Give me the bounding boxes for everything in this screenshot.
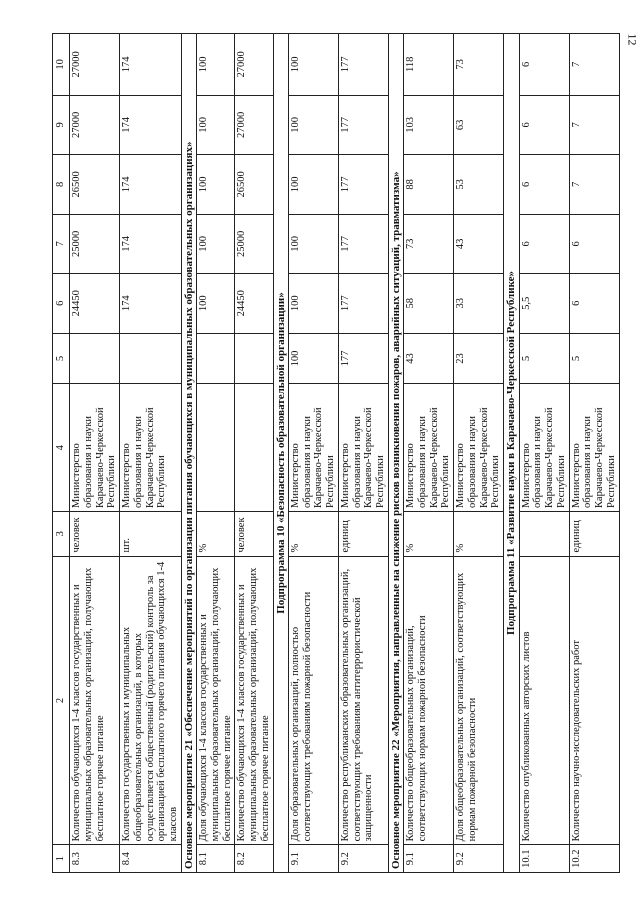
table-cell-col-3: единиц (569, 511, 619, 556)
table-cell-col-4: Министерство образования и науки Карачаево-Черкесской Республики (569, 384, 619, 511)
rotated-table-container (52, 33, 617, 873)
table-cell-col-6: 24450 (235, 274, 273, 333)
table-cell-col-3: человек (235, 511, 273, 556)
table-cell-col-6: 100 (288, 274, 338, 333)
table-row (120, 34, 182, 873)
table-row (519, 34, 569, 873)
table-cell-col-3: % (404, 511, 454, 556)
table-cell-col-2: Количество обучающихся 1-4 классов государственных и муниципальных образовательных организаций, получающих бесплатное горячее питание (235, 556, 273, 845)
table-cell-col-9: 6 (519, 95, 569, 154)
table-cell-col-1: 8.3 (70, 845, 120, 873)
table-cell-col-1: 9.1 (404, 845, 454, 873)
page-number: 12 (625, 33, 640, 46)
table-cell-col-2: Количество обучающихся 1-4 классов государственных и муниципальных образовательных организаций, получающих бесплатное горячее питание (70, 556, 120, 845)
table-cell-col-10: 73 (454, 34, 504, 96)
table-cell-col-8: 26500 (70, 155, 120, 214)
table-cell-col-1: 10.1 (519, 845, 569, 873)
table-cell-col-4: Министерство образования и науки Карачаево-Черкесской Республики (454, 384, 504, 511)
table-cell-col-1: 9.2 (338, 845, 388, 873)
table-cell-col-8: 88 (404, 155, 454, 214)
table-cell-col-5: 100 (288, 333, 338, 384)
table-cell-col-3 (519, 511, 569, 556)
section-title: Подпрограмма 11 «Развитие науки в Карачаево-Черкесской Республике» (504, 34, 519, 873)
table-cell-col-9: 27000 (235, 95, 273, 154)
column-header-8: 8 (53, 155, 70, 214)
table-cell-col-8: 7 (569, 155, 619, 214)
table-cell-col-7: 177 (338, 214, 388, 273)
table-cell-col-7: 25000 (235, 214, 273, 273)
table-cell-col-3: % (454, 511, 504, 556)
table-cell-col-7: 100 (197, 214, 235, 273)
table-cell-col-8: 26500 (235, 155, 273, 214)
column-header-3: 3 (53, 511, 70, 556)
table-cell-col-7: 73 (404, 214, 454, 273)
table-cell-col-4 (197, 384, 235, 511)
table-row (70, 34, 120, 873)
table-cell-col-6: 33 (454, 274, 504, 333)
section-title: Основное мероприятие 22 «Мероприятия, направленные на снижение рисков возникновения пожаров, аварийных ситуаций, травматизма» (388, 34, 403, 873)
table-cell-col-7: 100 (288, 214, 338, 273)
table-row (454, 34, 504, 873)
section-row (273, 34, 288, 873)
table-cell-col-10: 6 (519, 34, 569, 96)
table-cell-col-7: 174 (120, 214, 182, 273)
table-cell-col-1: 8.1 (197, 845, 235, 873)
table-header-row (53, 34, 70, 873)
table-cell-col-5 (120, 333, 182, 384)
table-cell-col-9: 103 (404, 95, 454, 154)
table-cell-col-10: 7 (569, 34, 619, 96)
table-cell-col-10: 118 (404, 34, 454, 96)
table-cell-col-9: 27000 (70, 95, 120, 154)
table-cell-col-2: Количество государственных и муниципальных общеобразовательных организаций, в которых осуществляется общественный (родительский) контроль за организацией бесплатного горячего питания обучающихся 1-4 классов (120, 556, 182, 845)
section-row (388, 34, 403, 873)
table-cell-col-6: 5,5 (519, 274, 569, 333)
column-header-7: 7 (53, 214, 70, 273)
table-cell-col-9: 7 (569, 95, 619, 154)
table-cell-col-9: 100 (288, 95, 338, 154)
table-row (338, 34, 388, 873)
column-header-2: 2 (53, 556, 70, 845)
table-cell-col-10: 100 (197, 34, 235, 96)
table-cell-col-2: Доля общеобразовательных организаций, соответствующих нормам пожарной безопасности (454, 556, 504, 845)
table-cell-col-3: % (288, 511, 338, 556)
table-cell-col-4: Министерство образования и науки Карачаево-Черкесской Республики (404, 384, 454, 511)
table-cell-col-6: 24450 (70, 274, 120, 333)
table-cell-col-8: 100 (288, 155, 338, 214)
table-cell-col-1: 9.2 (454, 845, 504, 873)
table-cell-col-4: Министерство образования и науки Карачаево-Черкесской Республики (338, 384, 388, 511)
table-cell-col-5: 23 (454, 333, 504, 384)
table-cell-col-6: 177 (338, 274, 388, 333)
table-cell-col-8: 100 (197, 155, 235, 214)
table-cell-col-6: 6 (569, 274, 619, 333)
table-body (70, 34, 620, 873)
table-cell-col-2: Количество общеобразовательных организаций, соответствующих нормам пожарной безопасности (404, 556, 454, 845)
table-row (235, 34, 273, 873)
indicators-table (52, 33, 620, 873)
table-cell-col-4 (235, 384, 273, 511)
table-cell-col-4: Министерство образования и науки Карачаево-Черкесской Республики (288, 384, 338, 511)
column-header-10: 10 (53, 34, 70, 96)
table-cell-col-1: 8.4 (120, 845, 182, 873)
table-cell-col-8: 174 (120, 155, 182, 214)
table-cell-col-7: 25000 (70, 214, 120, 273)
table-cell-col-8: 177 (338, 155, 388, 214)
table-cell-col-10: 174 (120, 34, 182, 96)
table-cell-col-5: 5 (519, 333, 569, 384)
table-cell-col-4: Министерство образования и науки Карачаево-Черкесской Республики (519, 384, 569, 511)
table-cell-col-3: шт. (120, 511, 182, 556)
table-cell-col-2: Доля обучающихся 1-4 классов государственных и муниципальных образовательных организаций, получающих бесплатное горячее питание (197, 556, 235, 845)
column-header-1: 1 (53, 845, 70, 873)
table-cell-col-2: Количество опубликованных авторских листов (519, 556, 569, 845)
table-cell-col-1: 9.1 (288, 845, 338, 873)
table-cell-col-5 (235, 333, 273, 384)
table-cell-col-4: Министерство образования и науки Карачаево-Черкесской Республики (70, 384, 120, 511)
table-cell-col-7: 43 (454, 214, 504, 273)
table-row (288, 34, 338, 873)
table-cell-col-3: единиц (338, 511, 388, 556)
table-row (197, 34, 235, 873)
table-cell-col-9: 63 (454, 95, 504, 154)
table-cell-col-5 (197, 333, 235, 384)
column-header-6: 6 (53, 274, 70, 333)
section-row (181, 34, 196, 873)
section-row (504, 34, 519, 873)
section-title: Подпрограмма 10 «Безопасность образовательной организации» (273, 34, 288, 873)
table-cell-col-1: 8.2 (235, 845, 273, 873)
table-cell-col-7: 6 (519, 214, 569, 273)
table-cell-col-6: 174 (120, 274, 182, 333)
table-cell-col-6: 100 (197, 274, 235, 333)
table-cell-col-10: 27000 (70, 34, 120, 96)
table-cell-col-5: 177 (338, 333, 388, 384)
table-cell-col-9: 174 (120, 95, 182, 154)
table-cell-col-2: Количество научно-исследовательских работ (569, 556, 619, 845)
table-cell-col-6: 58 (404, 274, 454, 333)
table-cell-col-5: 43 (404, 333, 454, 384)
table-cell-col-9: 177 (338, 95, 388, 154)
table-cell-col-5: 5 (569, 333, 619, 384)
section-title: Основное мероприятие 21 «Обеспечение мероприятий по организации питания обучающихся в муниципальных образовательных организациях» (181, 34, 196, 873)
table-cell-col-2: Количество республиканских образовательных организаций, соответствующих требованиям антитеррористической защищенности (338, 556, 388, 845)
table-cell-col-3: % (197, 511, 235, 556)
table-cell-col-8: 6 (519, 155, 569, 214)
table-cell-col-10: 100 (288, 34, 338, 96)
table-cell-col-3: человек (70, 511, 120, 556)
table-cell-col-10: 177 (338, 34, 388, 96)
column-header-4: 4 (53, 384, 70, 511)
table-cell-col-5 (70, 333, 120, 384)
table-cell-col-8: 53 (454, 155, 504, 214)
table-cell-col-10: 27000 (235, 34, 273, 96)
table-cell-col-4: Министерство образования и науки Карачаево-Черкесской Республики (120, 384, 182, 511)
table-row (569, 34, 619, 873)
table-cell-col-7: 6 (569, 214, 619, 273)
table-cell-col-2: Доля образовательных организаций, полностью соответствующих требованиям пожарной безопасности (288, 556, 338, 845)
table-row (404, 34, 454, 873)
column-header-5: 5 (53, 333, 70, 384)
column-header-9: 9 (53, 95, 70, 154)
table-cell-col-9: 100 (197, 95, 235, 154)
table-cell-col-1: 10.2 (569, 845, 619, 873)
